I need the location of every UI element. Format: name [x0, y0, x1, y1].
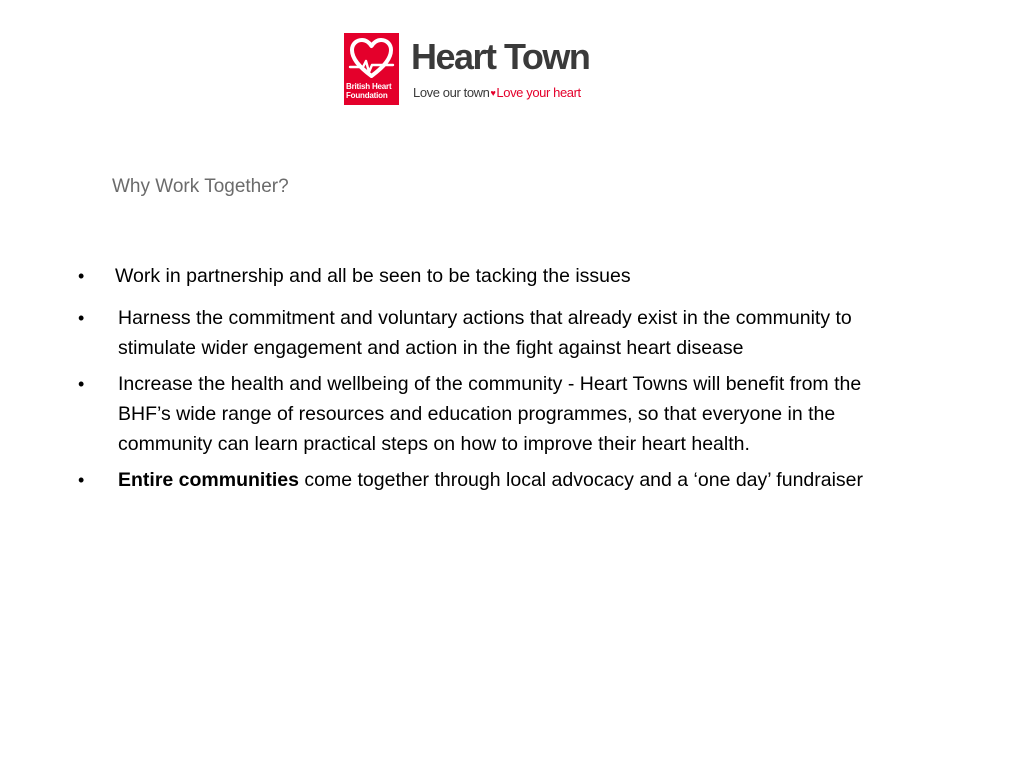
- bullet-item: [78, 303, 918, 363]
- logo-tagline: [413, 85, 581, 101]
- bullet-marker: •: [78, 374, 85, 394]
- bullet-marker: •: [78, 266, 85, 286]
- bhf-badge: [344, 33, 399, 105]
- bhf-line-1: British Heart: [346, 82, 392, 91]
- bullet-bold-lead: Entire communities: [118, 469, 299, 491]
- bullet-marker: •: [78, 470, 85, 490]
- small-heart-icon: ♥: [490, 88, 496, 98]
- bhf-line-2: Foundation: [346, 91, 388, 100]
- bullet-text: Increase the health and wellbeing of the community - Heart Towns will benefit from the BHF’s wide range of resources and education programmes, so that everyone in the community can learn practical steps on how to improve their heart health.: [118, 373, 862, 455]
- heart-town-logo: [344, 33, 616, 105]
- bullet-text: Work in partnership and all be seen to be tacking the issues: [115, 265, 631, 287]
- tagline-part-2: Love your heart: [496, 85, 581, 100]
- bhf-heart-icon: [348, 37, 395, 81]
- bullet-item: [78, 369, 918, 459]
- logo-title: Heart Town: [411, 36, 590, 77]
- bullet-text: come together through local advocacy and a ‘one day’ fundraiser: [298, 469, 864, 491]
- bullet-list: [78, 261, 928, 495]
- bullet-item: [78, 465, 918, 495]
- tagline-part-1: Love our town: [413, 85, 490, 100]
- bullet-marker: •: [78, 308, 85, 328]
- slide-title: Why Work Together?: [112, 176, 289, 197]
- bullet-item: [78, 261, 915, 291]
- bullet-text: Harness the commitment and voluntary actions that already exist in the community to stimulate wider engagement and action in the fight against heart disease: [118, 307, 852, 359]
- bhf-wordmark: [346, 82, 398, 100]
